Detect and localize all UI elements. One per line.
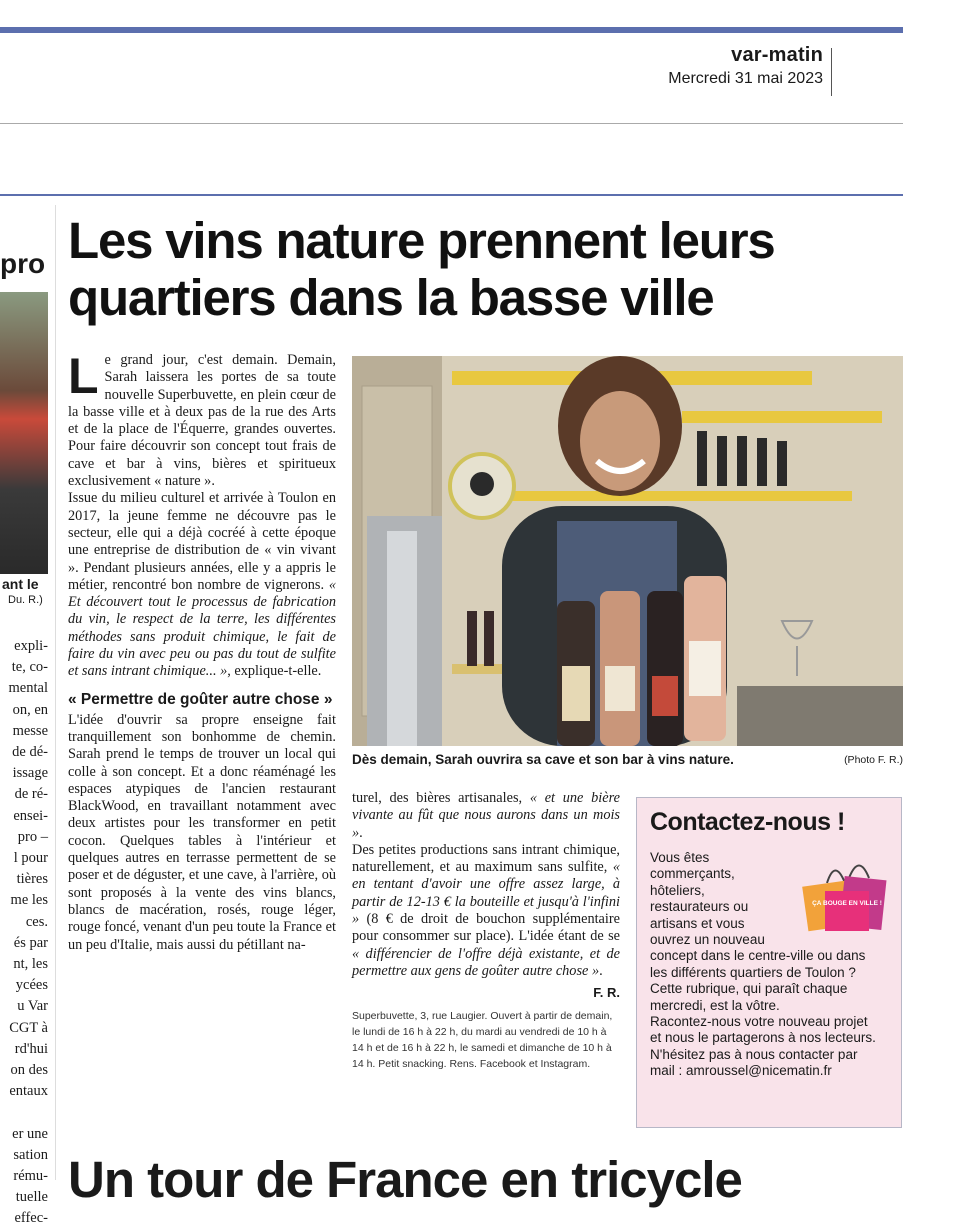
lead-paragraph: Le grand jour, c'est demain. Demain, Sarah laissera les portes de sa toute nouvelle Superbuvette, en plein cœur de la basse ville et à deux pas de la rue des Arts et de la place de l'Équerre, grandes ouvertes. Pour faire découvrir son concept tout frais de cave et bar à vins, bières et spiritueux exclusivement « nature ». [68, 348, 336, 490]
contact-text [650, 850, 894, 1080]
contact-line: hôteliers, [650, 882, 705, 898]
previous-headline-fragment: pro [0, 248, 46, 279]
top-color-bar [0, 27, 903, 33]
practical-info: Superbuvette, 3, rue Laugier. Ouvert à partir de demain, le lundi de 16 h à 22 h, du mardi au vendredi de 10 h à 14 h et de 16 h à 22 h, le samedi et dimanche de 10 h à 14 h. Petit snacking. Rens. Facebook et Instagram. [352, 1009, 613, 1070]
contact-line: mercredi, est la vôtre. [650, 997, 780, 1013]
previous-text-line: ensei- [13, 807, 48, 824]
previous-text-line: l pour [13, 850, 48, 866]
bag-label: ÇA BOUGE EN VILLE ! [812, 900, 882, 907]
paragraph-4: turel, des bières artisanales, « et une bière vivante au fût que nous aurons dans un mois ». [352, 790, 620, 841]
newspaper-name: var-matin [731, 44, 823, 66]
contact-line: Vous êtes [650, 850, 710, 865]
previous-text-line: nt, les [13, 956, 48, 972]
contact-line: commerçants, [650, 866, 735, 882]
previous-text-line: pro – [17, 828, 48, 845]
previous-text-line: mental [8, 680, 48, 697]
contact-line: N'hésitez pas à nous contacter par [650, 1046, 858, 1062]
previous-text-line: on, en [12, 701, 48, 718]
contact-line: concept dans le centre-ville ou dans [650, 948, 866, 964]
previous-text-line: expli- [14, 638, 48, 654]
contact-line: mail : amroussel@nicematin.fr [650, 1063, 832, 1079]
paragraph-3: L'idée d'ouvrir sa propre enseigne fait tranquillement son bonhomme de chemin. Sarah prend le temps de trouver un local qui colle à son concept. Et a donc réaménagé les espaces atypiques de l'ancien restaurant BlackWood, en travaillant notamment avec deux artistes pour les transformer en petit cocon. Quelques tables à l'intérieur et quelques autres en terrasse permettent de se poser et de déguster, et une cave, à l'arrière, où sont proposés à la vente des vins blancs, blancs de macération, rosés, rouge léger, rouge foncé, venant d'un peu toute la France et un peu d'Italie, mais aussi du pétillant na- [68, 711, 336, 953]
photo-credit: (Photo F. R.) [844, 754, 903, 766]
previous-text-line: tières [16, 871, 48, 888]
contact-title: Contactez-nous ! [650, 808, 845, 836]
previous-article-fragment [0, 196, 48, 1227]
previous-text-line: te, co- [11, 659, 48, 676]
photo-caption [352, 752, 903, 767]
previous-text-line: issage [12, 765, 48, 782]
author-signature: F. R. [593, 985, 620, 1001]
previous-text-line: rému- [13, 1168, 48, 1184]
next-article-headline: Un tour de France en tricycle [68, 1151, 742, 1208]
previous-credit-fragment: Du. R.) [8, 594, 43, 606]
previous-text-line: rd'hui [14, 1040, 48, 1057]
masthead-divider [831, 48, 832, 96]
article-headline: Les vins nature prennent leurs quartiers dans la basse ville [68, 212, 775, 326]
paragraph-5: Des petites productions sans intrant chimique, naturellement, et au maximum sans sulfite, « en tentant d'avoir une offre assez large, à partir de 12-13 € la bouteille et jusqu'à l'infini » (8 € de droit de bouchon supplémentaire pour consommer sur place). L'idée étant de se « différencier de l'offre déjà existante, et de permettre aux gens de goûter autre chose ». [352, 841, 620, 979]
header-rule [0, 123, 903, 124]
subheading: « Permettre de goûter autre chose » [68, 690, 333, 708]
previous-text-line: er une [12, 1125, 48, 1142]
previous-text-line: de ré- [14, 786, 48, 803]
caption-text: Dès demain, Sarah ouvrira sa cave et son bar à vins nature. [352, 752, 734, 767]
paragraph-2: Issue du milieu culturel et arrivée à Toulon en 2017, la jeune femme ne découvre pas le secteur, elle qui a déjà cocréé à cette époque une entreprise de distribution de « vin vivant ». Pendant plusieurs années, elle y a appris le métier, rencontré bon nombre de vignerons. « Et découvert tout le processus de fabrication du vin, le respect de la terre, les différentes méthodes sans produit chimique, le fait de faire du vin avec peu ou pas du tout de sulfite et sans intrant chimique... », explique-t-elle. [68, 490, 336, 680]
previous-text-line: ces. [25, 913, 48, 930]
issue-date: Mercredi 31 mai 2023 [668, 70, 823, 87]
previous-article-photo [0, 292, 48, 574]
section-rule [0, 194, 903, 196]
previous-text-line: sation [13, 1146, 48, 1163]
previous-text-line: CGT à [9, 1019, 48, 1036]
article-column-2 [352, 790, 620, 1072]
bar-photo-illustration [352, 356, 903, 746]
contact-line: et nous le partagerons à nos lecteurs. [650, 1030, 876, 1046]
masthead [668, 44, 823, 88]
article-column-1 [68, 348, 336, 954]
contact-line: artisans et vous [650, 915, 745, 931]
previous-text-line: de dé- [12, 744, 48, 760]
contact-line: ouvrez un nouveau [650, 932, 765, 948]
previous-text-line: me les [10, 892, 48, 909]
drop-cap: L [68, 348, 99, 404]
previous-text-line: entaux [9, 1083, 48, 1100]
contact-line: restaurateurs ou [650, 899, 749, 915]
previous-text-line: ycées [15, 977, 48, 994]
previous-text-line: messe [12, 722, 48, 739]
previous-text-line: u Var [17, 998, 48, 1015]
contact-box [636, 797, 902, 1128]
contact-line: les différents quartiers de Toulon ? [650, 964, 856, 980]
article-photo [352, 356, 903, 746]
previous-caption-fragment: ant le [2, 576, 39, 592]
previous-text-line: és par [13, 934, 48, 951]
contact-line: Racontez-nous votre nouveau projet [650, 1014, 868, 1030]
column-divider [55, 205, 56, 1180]
previous-text-line: effec- [14, 1210, 48, 1227]
previous-text-line: on des [10, 1062, 48, 1078]
contact-line: Cette rubrique, qui paraît chaque [650, 981, 848, 997]
previous-text-line: tuelle [15, 1189, 48, 1206]
